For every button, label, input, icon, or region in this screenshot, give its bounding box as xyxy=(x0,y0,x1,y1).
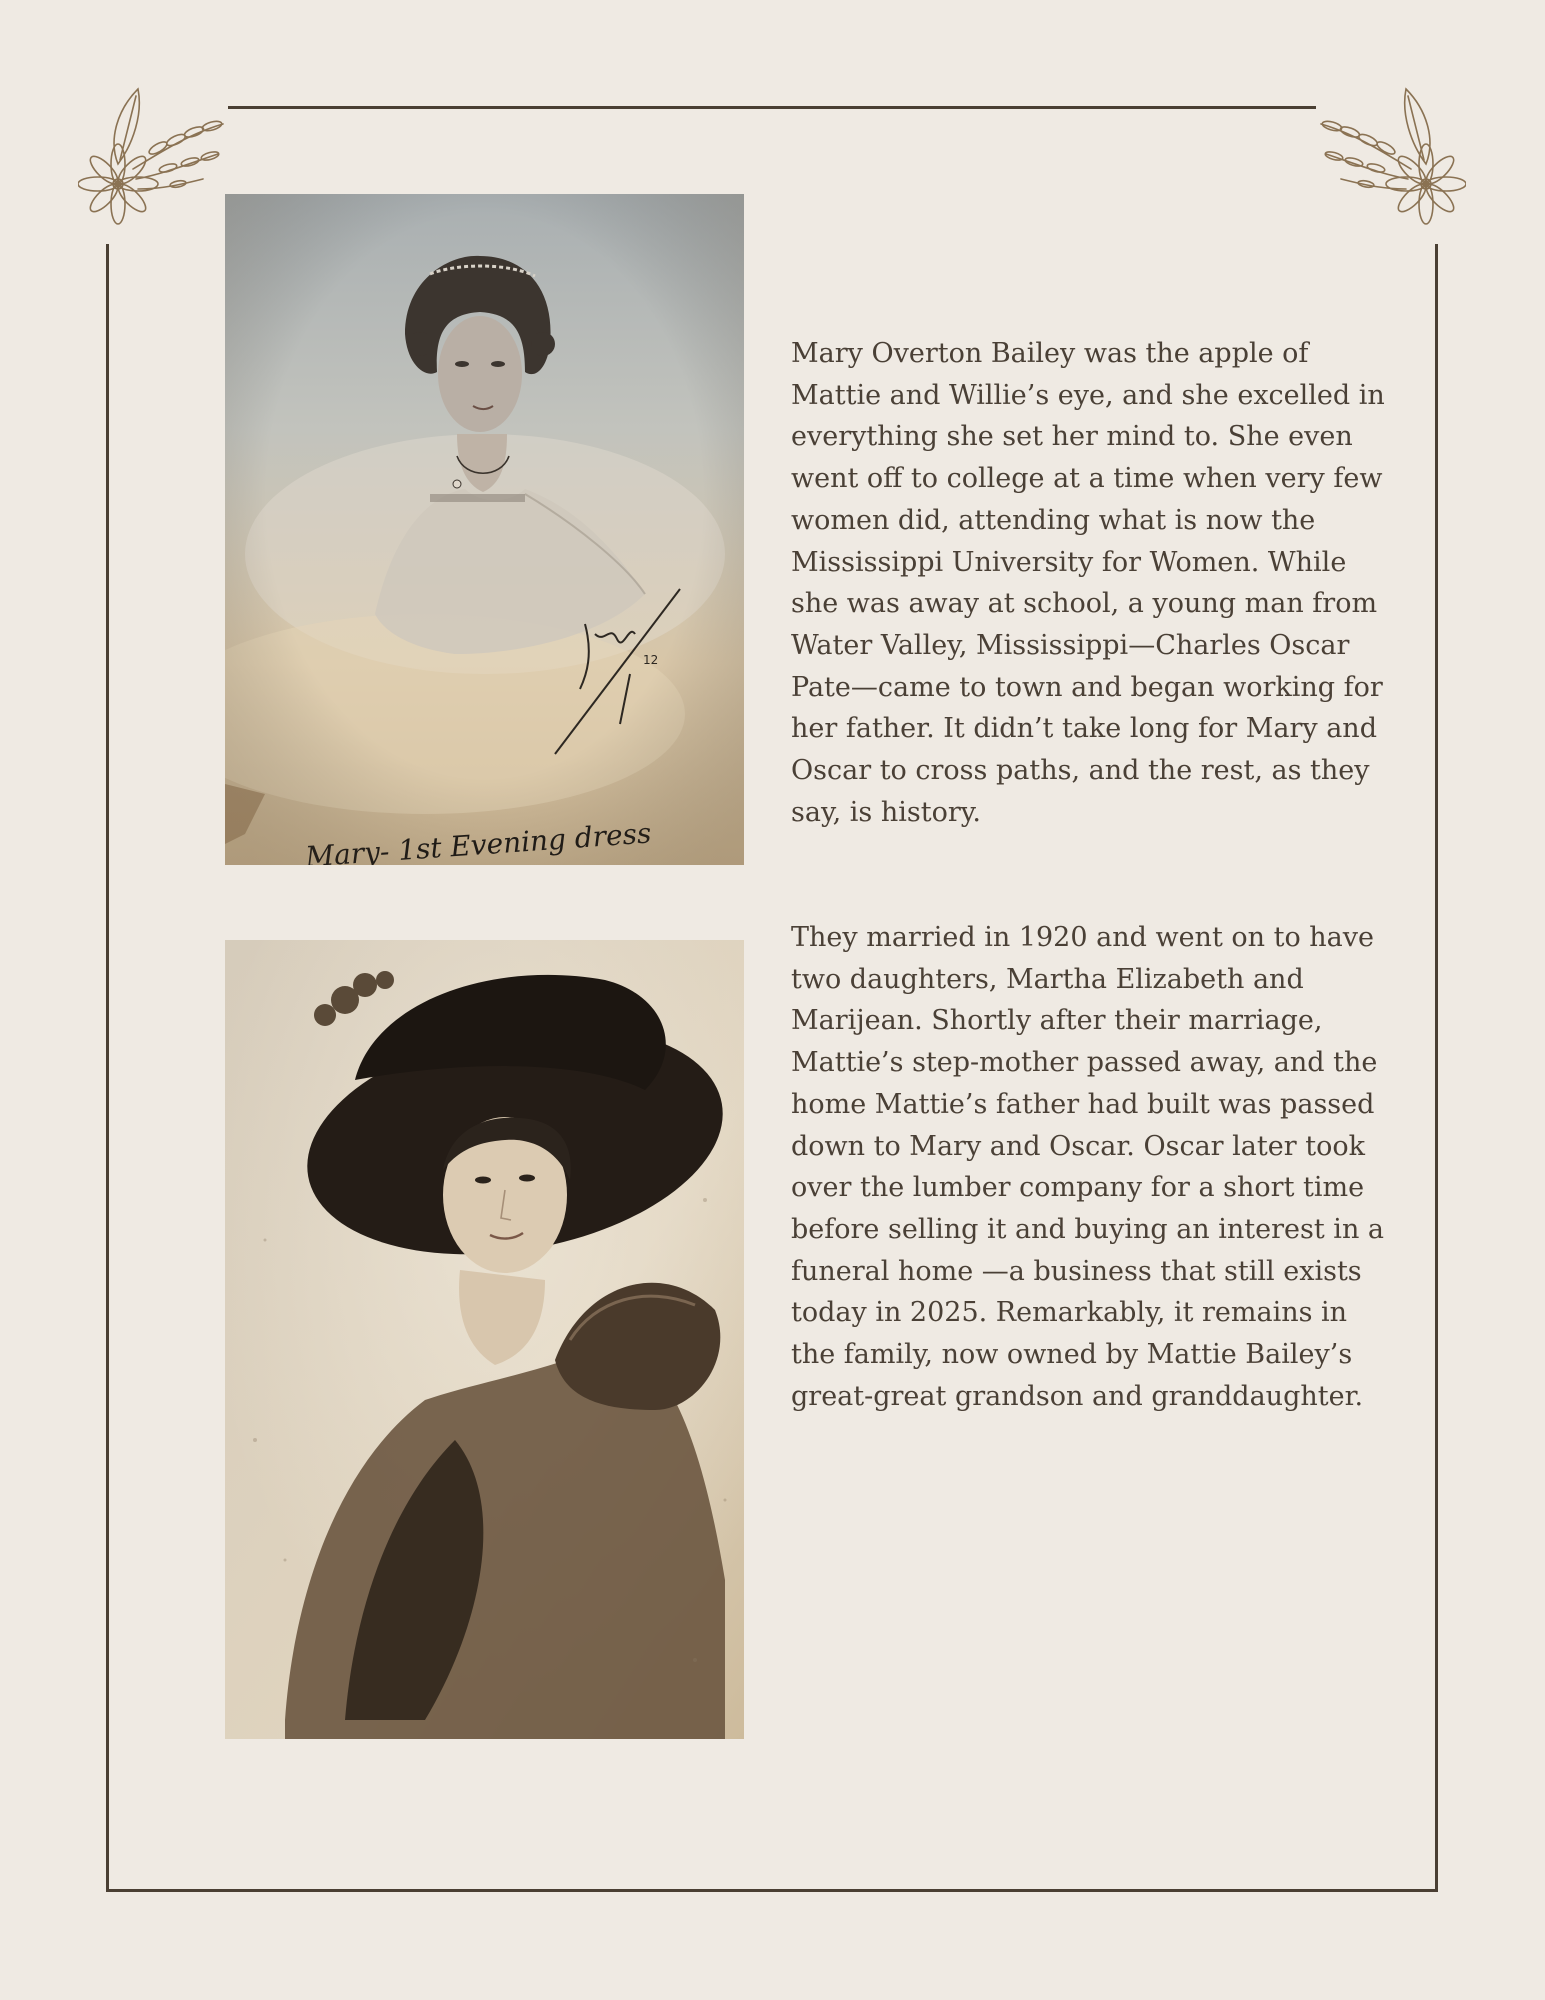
paragraph-mary-bailey: Mary Overton Bailey was the apple of Mattie and Willie’s eye, and she excelled in everything she set her mind to. She even went off to college at a time when very few women did, attending what is now the Mississippi University for Women. While she was away at school, a young man from Water Valley, Mississippi—Charles Oscar Pate—came to town and began working for her father. It didn’t take long for Mary and Oscar to cross paths, and the rest, as they say, is history. xyxy=(791,338,1385,828)
portrait-photo-hat xyxy=(225,940,744,1739)
floral-ornament-top-right xyxy=(1316,84,1466,244)
portrait-photo-evening-dress xyxy=(225,194,744,865)
floral-ornament-top-left xyxy=(78,84,228,244)
paragraph-marriage: They married in 1920 and went on to have two daughters, Martha Elizabeth and Marijean. Shortly after their marriage, Mattie’s step-mother passed away, and the home Mattie’s father had built was passed down to Mary and Oscar. Oscar later took over the lumber company for a short time before selling it and buying an interest in a funeral home —a business that still exists today in 2025. Remarkably, it remains in the family, now owned by Mattie Bailey’s great-great grandson and granddaughter. xyxy=(791,922,1385,1412)
